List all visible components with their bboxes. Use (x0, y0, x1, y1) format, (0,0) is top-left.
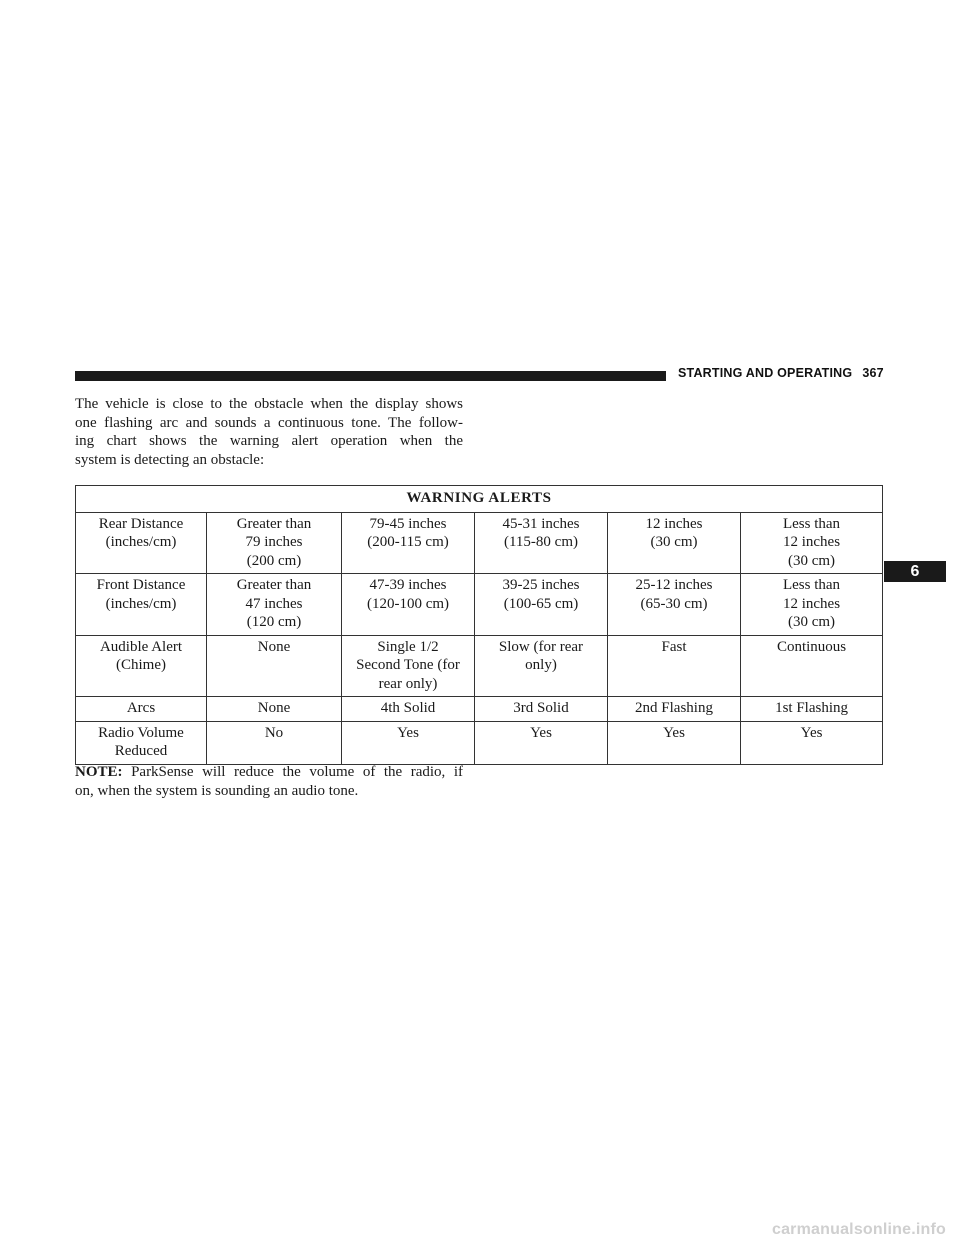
table-cell: 2nd Flashing (608, 697, 741, 722)
table-cell: Single 1/2 Second Tone (for rear only) (342, 635, 475, 697)
table-cell: 4th Solid (342, 697, 475, 722)
table-cell: Yes (342, 721, 475, 764)
table-cell: 25-12 inches (65-30 cm) (608, 574, 741, 636)
header-rule (75, 371, 666, 381)
table-cell: Continuous (741, 635, 883, 697)
row-header-cell: Radio Volume Reduced (76, 721, 207, 764)
section-title: STARTING AND OPERATING (678, 366, 853, 380)
table-row (76, 697, 883, 722)
running-header (678, 366, 884, 380)
chapter-tab[interactable]: 6 (884, 561, 946, 582)
table-cell: Yes (608, 721, 741, 764)
table-title: WARNING ALERTS (76, 486, 883, 513)
table-cell: No (207, 721, 342, 764)
table-row (76, 721, 883, 764)
row-header-cell: Front Distance (inches/cm) (76, 574, 207, 636)
table-cell: Slow (for rear only) (475, 635, 608, 697)
table-cell: Fast (608, 635, 741, 697)
table-cell: 1st Flashing (741, 697, 883, 722)
intro-line: The vehicle is close to the obstacle when the display shows (75, 396, 463, 412)
table-cell: Less than 12 inches (30 cm) (741, 574, 883, 636)
note-line (75, 763, 463, 782)
table-row (76, 635, 883, 697)
table-cell: 45-31 inches (115-80 cm) (475, 512, 608, 574)
table-cell: Yes (475, 721, 608, 764)
note-text: ParkSense will reduce the volume of the radio, if (131, 764, 464, 780)
watermark: carmanualsonline.info (771, 1221, 946, 1238)
note-line: on, when the system is sounding an audio tone. (75, 782, 359, 799)
table-cell: Less than 12 inches (30 cm) (741, 512, 883, 574)
row-header-cell: Audible Alert (Chime) (76, 635, 207, 697)
row-header-cell: Rear Distance (inches/cm) (76, 512, 207, 574)
table-cell: 79-45 inches (200-115 cm) (342, 512, 475, 574)
table-cell: None (207, 697, 342, 722)
table-cell: Greater than 47 inches (120 cm) (207, 574, 342, 636)
table-row (76, 574, 883, 636)
table-cell: 12 inches (30 cm) (608, 512, 741, 574)
intro-line: system is detecting an obstacle: (75, 451, 265, 468)
table-cell: Greater than 79 inches (200 cm) (207, 512, 342, 574)
table-cell: 47-39 inches (120-100 cm) (342, 574, 475, 636)
table-cell: 3rd Solid (475, 697, 608, 722)
table-cell: None (207, 635, 342, 697)
page-number: 367 (862, 366, 884, 380)
table-cell: 39-25 inches (100-65 cm) (475, 574, 608, 636)
intro-paragraph (75, 395, 463, 469)
table-cell: Yes (741, 721, 883, 764)
table-body (76, 512, 883, 764)
intro-line: one flashing arc and sounds a continuous tone. The follow- (75, 414, 463, 431)
row-header-cell: Arcs (76, 697, 207, 722)
table-row (76, 512, 883, 574)
warning-alerts-table (75, 485, 883, 765)
note-paragraph (75, 763, 463, 800)
intro-line: ing chart shows the warning alert operation when the (75, 433, 463, 449)
note-label: NOTE: (75, 764, 123, 780)
